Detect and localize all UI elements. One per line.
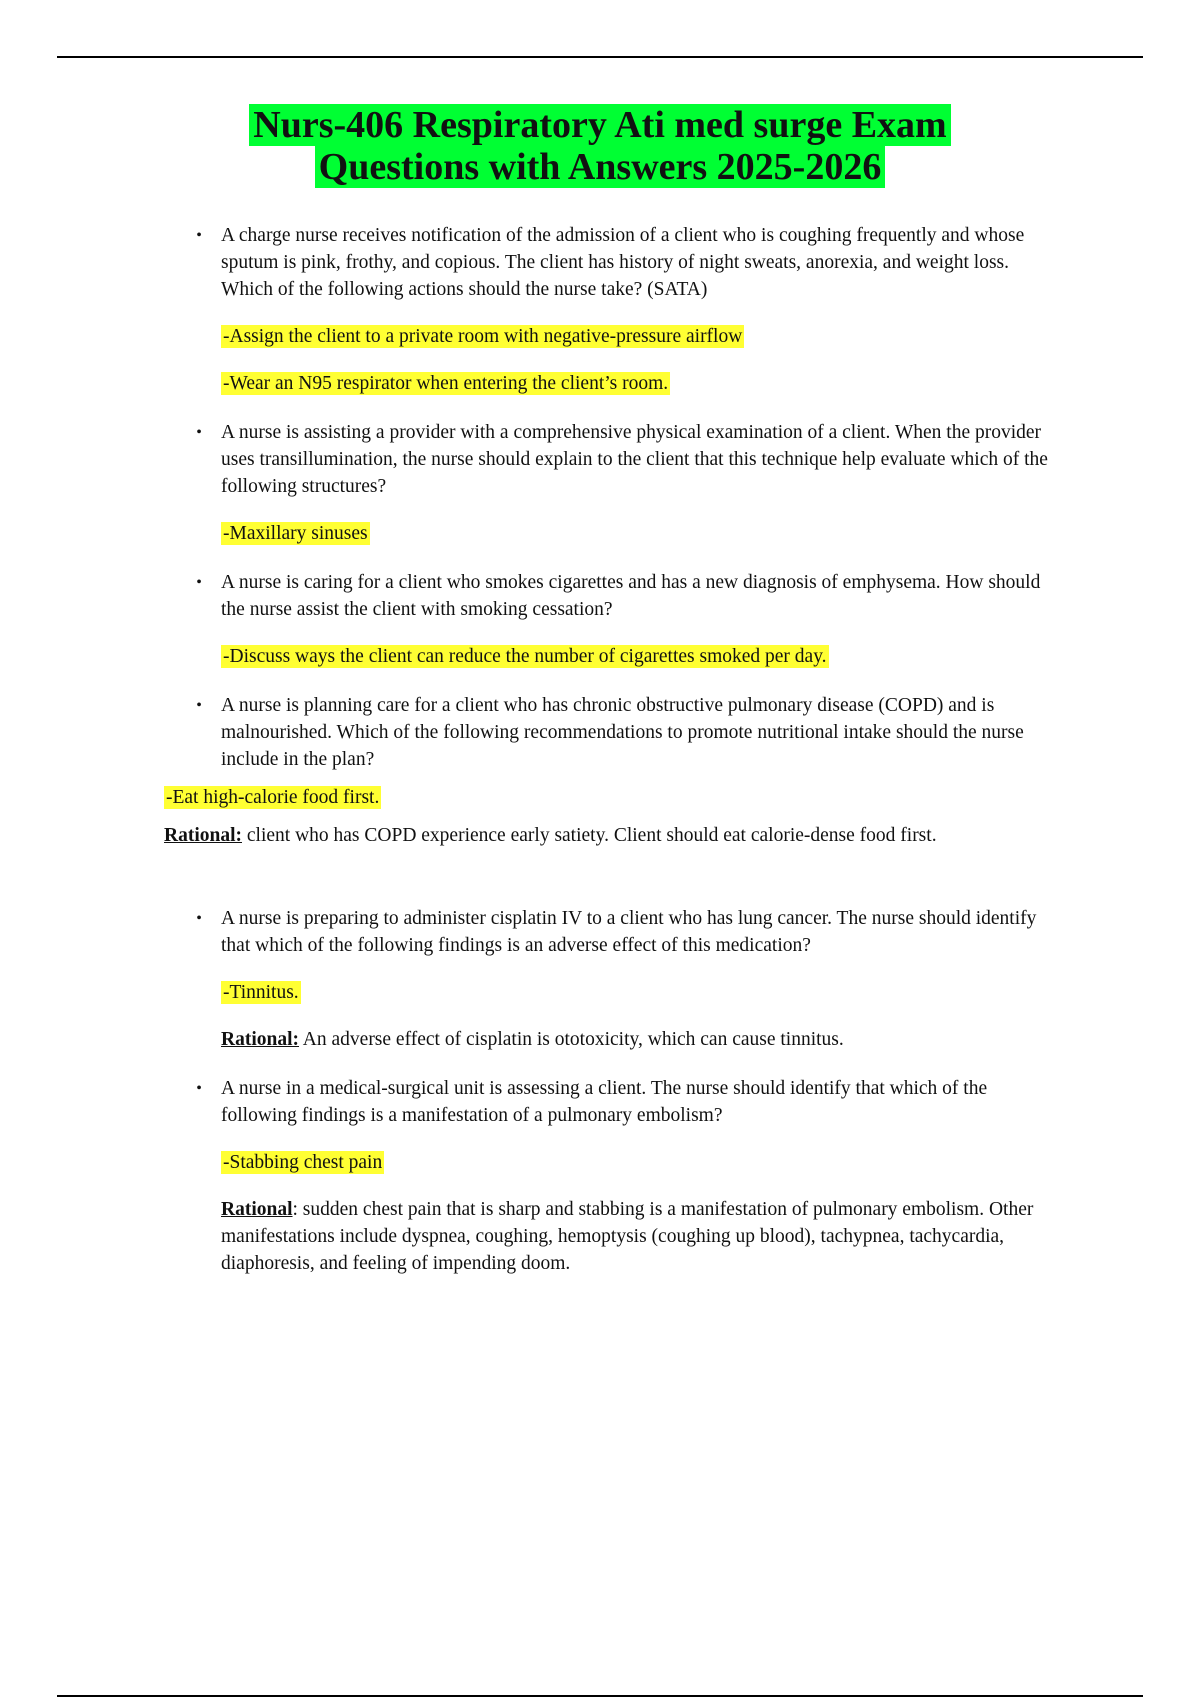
rationale-label: Rational: xyxy=(164,825,242,846)
answer-text: -Wear an N95 respirator when entering the client’s room. xyxy=(223,373,669,394)
answer-text: -Stabbing chest pain xyxy=(223,1152,383,1173)
question-item xyxy=(196,569,1061,623)
title-line-1: Nurs-406 Respiratory Ati med surge Exam xyxy=(249,104,950,146)
answer-text: -Maxillary sinuses xyxy=(223,523,368,544)
title-line-2: Questions with Answers 2025-2026 xyxy=(315,146,886,188)
answer-line xyxy=(221,370,1200,397)
bullet-icon: • xyxy=(196,1080,202,1097)
answer-line xyxy=(221,979,1200,1006)
bullet-icon: • xyxy=(196,697,202,714)
answer-text: -Tinnitus. xyxy=(223,982,299,1003)
question-text: A charge nurse receives notification of the admission of a client who is coughing frequently and whose sputum is pink, frothy, and copious. The client has history of night sweats, anorexia, and weight loss. Which of the following actions should the nurse take? (SATA) xyxy=(221,225,1025,300)
question-text: A nurse is caring for a client who smokes cigarettes and has a new diagnosis of emphysema. How should the nurse assist the client with smoking cessation? xyxy=(221,572,1041,620)
bullet-icon: • xyxy=(196,574,202,591)
question-item xyxy=(196,222,1061,303)
question-item xyxy=(196,692,1061,773)
question-text: A nurse in a medical-surgical unit is assessing a client. The nurse should identify that which of the following findings is a manifestation of a pulmonary embolism? xyxy=(221,1078,988,1126)
answer-text: -Discuss ways the client can reduce the number of cigarettes smoked per day. xyxy=(223,646,827,667)
answer-text: -Eat high-calorie food first. xyxy=(166,787,380,808)
answer-line xyxy=(221,323,1200,350)
rationale-label: Rational: xyxy=(221,1029,299,1050)
rationale xyxy=(164,822,1064,849)
bullet-icon: • xyxy=(196,424,202,441)
question-item xyxy=(196,905,1061,959)
rationale-text: : sudden chest pain that is sharp and stabbing is a manifestation of pulmonary embolism. Other manifestations include dyspnea, coughing, hemoptysis (coughing up blood), tachypnea, tachycardia, diaphoresis, and feeling of impending doom. xyxy=(221,1199,1034,1274)
rationale-label: Rational xyxy=(221,1199,293,1220)
document-title xyxy=(100,104,1100,188)
document-body xyxy=(0,222,1200,1277)
answer-line xyxy=(221,1149,1200,1176)
rationale xyxy=(221,1196,1061,1277)
footer-rule xyxy=(57,1695,1143,1697)
rationale-text: client who has COPD experience early satiety. Client should eat calorie-dense food first. xyxy=(242,825,937,846)
answer-line xyxy=(164,784,1200,811)
bullet-icon: • xyxy=(196,227,202,244)
question-text: A nurse is assisting a provider with a comprehensive physical examination of a client. When the provider uses transillumination, the nurse should explain to the client that this technique help evaluate which of the following structures? xyxy=(221,422,1048,497)
bullet-icon: • xyxy=(196,910,202,927)
rationale xyxy=(221,1026,1061,1053)
question-text: A nurse is planning care for a client who has chronic obstructive pulmonary disease (COPD) and is malnourished. Which of the following recommendations to promote nutritional intake should the nurse include in the plan? xyxy=(221,695,1024,770)
header-rule xyxy=(57,56,1143,58)
question-item xyxy=(196,1075,1061,1129)
answer-line xyxy=(221,643,1200,670)
question-item xyxy=(196,419,1061,500)
rationale-text: An adverse effect of cisplatin is ototoxicity, which can cause tinnitus. xyxy=(299,1029,844,1050)
answer-line xyxy=(221,520,1200,547)
question-text: A nurse is preparing to administer cisplatin IV to a client who has lung cancer. The nurse should identify that which of the following findings is an adverse effect of this medication? xyxy=(221,908,1037,956)
answer-text: -Assign the client to a private room with negative-pressure airflow xyxy=(223,326,743,347)
